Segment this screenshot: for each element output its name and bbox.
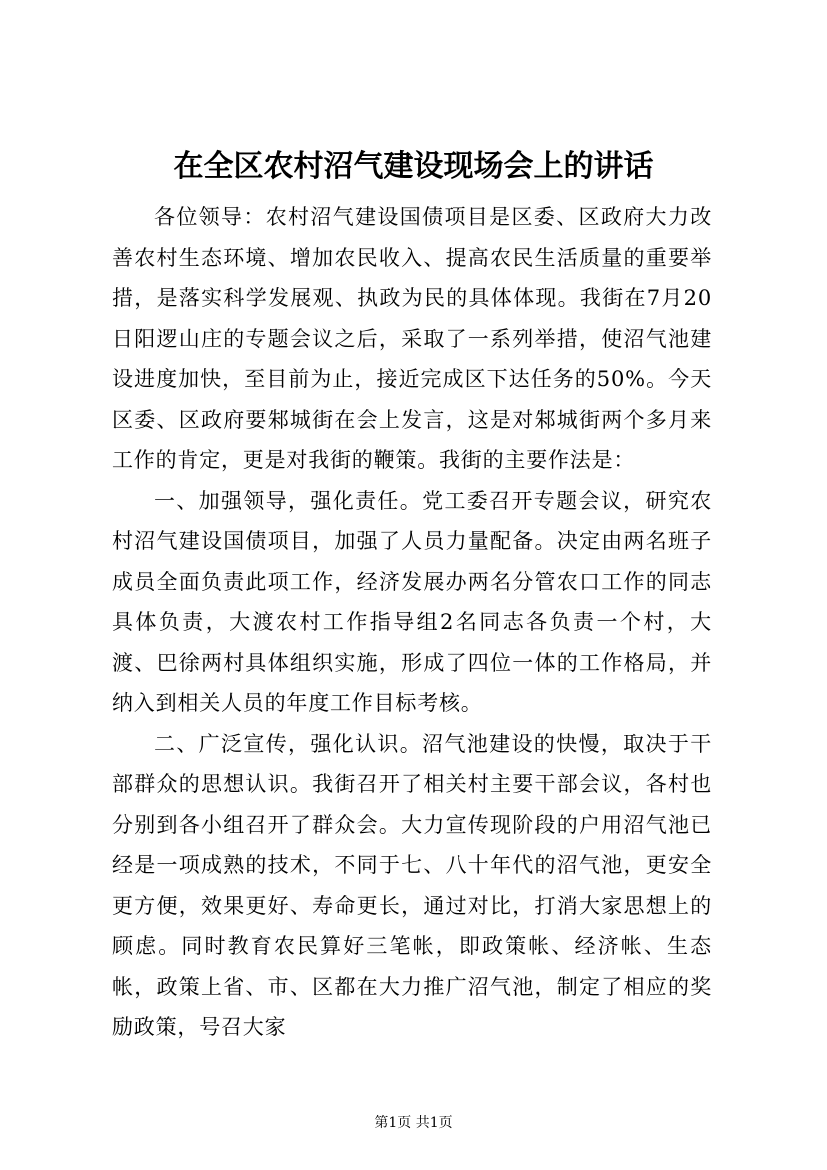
paragraph-section-two: 二、广泛宣传，强化认识。沼气池建设的快慢，取决于干部群众的思想认识。我街召开了相关村主要干部会议，各村也分别到各小组召开了群众会。大力宣传现阶段的户用沼气池已经是一项成熟的技术，不同于七、八十年代的沼气池，更安全更方便，效果更好、寿命更长，通过对比，打消大家思想上的顾虑。同时教育农民算好三笔帐，即政策帐、经济帐、生态帐，政策上省、市、区都在大力推广沼气池，制定了相应的奖励政策，号召大家 <box>112 731 712 1039</box>
page-footer: 第1页 共1页 <box>374 1115 453 1131</box>
document-title: 在全区农村沼气建设现场会上的讲话 <box>173 149 654 184</box>
paragraph-intro: 各位领导：农村沼气建设国债项目是区委、区政府大力改善农村生态环境、增加农民收入、提高农民生活质量的重要举措，是落实科学发展观、执政为民的具体体现。我街在7月20日阳逻山庄的专题会议之后，采取了一系列举措，使沼气池建设进度加快，至目前为止，接近完成区下达任务的50%。今天区委、区政府要邾城街在会上发言，这是对邾城街两个多月来工作的肯定，更是对我街的鞭策。我街的主要作法是： <box>112 205 712 472</box>
paragraph-section-one: 一、加强领导，强化责任。党工委召开专题会议，研究农村沼气建设国债项目，加强了人员力量配备。决定由两名班子成员全面负责此项工作，经济发展办两名分管农口工作的同志具体负责，大渡农村工作指导组2名同志各负责一个村，大渡、巴徐两村具体组织实施，形成了四位一体的工作格局，并纳入到相关人员的年度工作目标考核。 <box>112 488 712 715</box>
document-body <box>112 197 712 1048</box>
